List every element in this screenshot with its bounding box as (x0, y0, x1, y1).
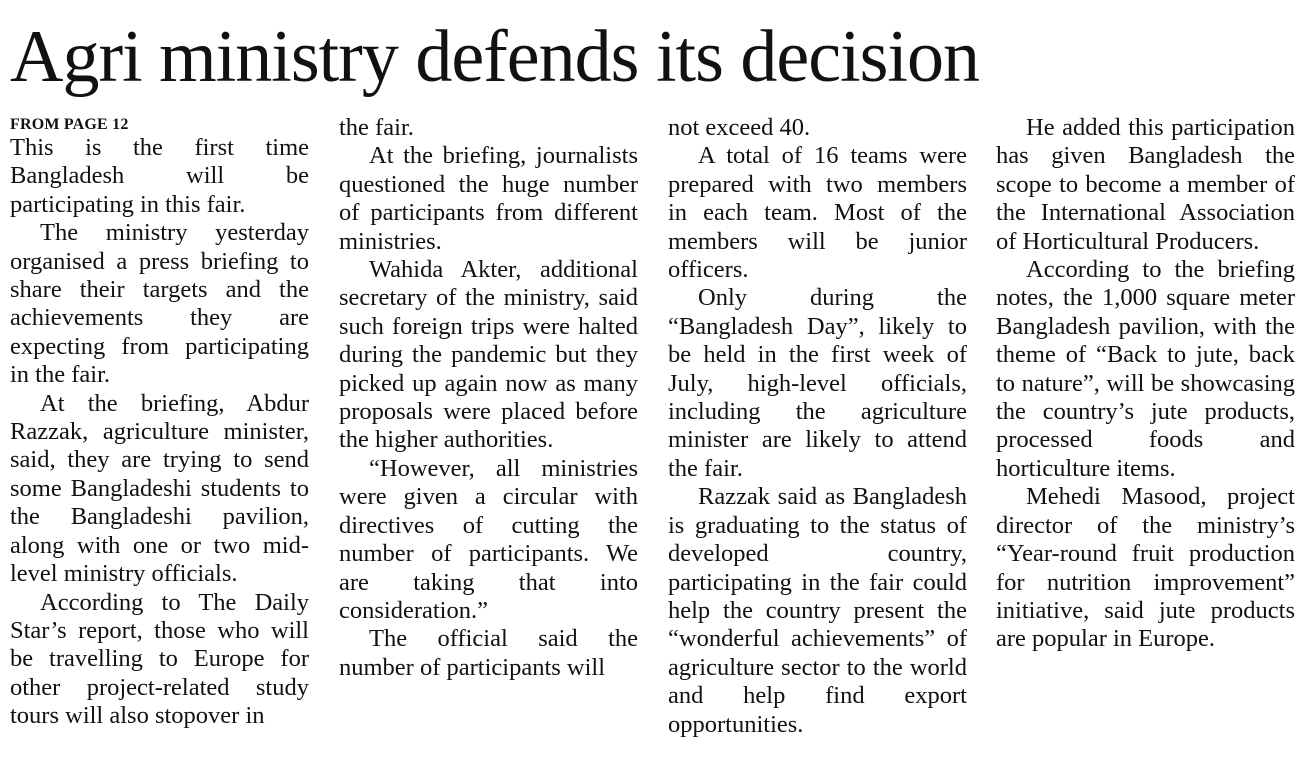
paragraph: not exceed 40. (668, 114, 811, 141)
article-column-2 (339, 114, 638, 774)
paragraph: Mehedi Masood, project director of the ministry’s “Year-round fruit production for nutrition improvement” initiative, said jute products are popular in Europe. (996, 483, 1295, 653)
article-column-4 (996, 114, 1295, 774)
paragraph: “However, all ministries were given a circular with directives of cutting the number of participants. We are taking that into consideration.” (339, 454, 638, 624)
paragraph: At the briefing, Abdur Razzak, agriculture minister, said, they are trying to send some Bangladeshi students to the Bangladeshi pavilion, along with one or two mid-level ministry officials. (10, 389, 309, 588)
paragraph: At the briefing, journalists questioned the huge number of participants from different ministries. (339, 142, 638, 255)
jump-label: FROM PAGE 12 (10, 116, 129, 133)
paragraph: the fair. (339, 114, 414, 141)
paragraph: This is the first time Bangladesh will be participating in this fair. (10, 134, 309, 218)
article-column-1 (10, 114, 309, 774)
paragraph: The ministry yesterday organised a press briefing to share their targets and the achievements they are expecting from participating in the fair. (10, 219, 309, 389)
paragraph: A total of 16 teams were prepared with two members in each team. Most of the members will be junior officers. (668, 142, 967, 284)
paragraph: According to The Daily Star’s report, those who will be travelling to Europe for other project-related study tours will also stopover in (10, 588, 309, 730)
headline: Agri ministry defends its decision (10, 16, 979, 98)
paragraph: Only during the “Bangladesh Day”, likely to be held in the first week of July, high-level officials, including the agriculture minister are likely to attend the fair. (668, 284, 967, 482)
paragraph: The official said the number of participants will (339, 625, 638, 681)
paragraph: Razzak said as Bangladesh is graduating to the status of developed country, participating in the fair could help the country present the “wonderful achievements” of agriculture sector to the world and help find export opportunities. (668, 483, 967, 738)
paragraph: He added this participation has given Bangladesh the scope to become a member of the International Association of Horticultural Producers. (996, 114, 1295, 255)
article-column-3 (668, 114, 967, 774)
paragraph: According to the briefing notes, the 1,000 square meter Bangladesh pavilion, with the theme of “Back to jute, back to nature”, will be showcasing the country’s jute products, processed foods and horticulture items. (996, 256, 1295, 482)
paragraph: Wahida Akter, additional secretary of the ministry, said such foreign trips were halted during the pandemic but they picked up again now as many proposals were placed before the higher authorities. (339, 256, 638, 454)
